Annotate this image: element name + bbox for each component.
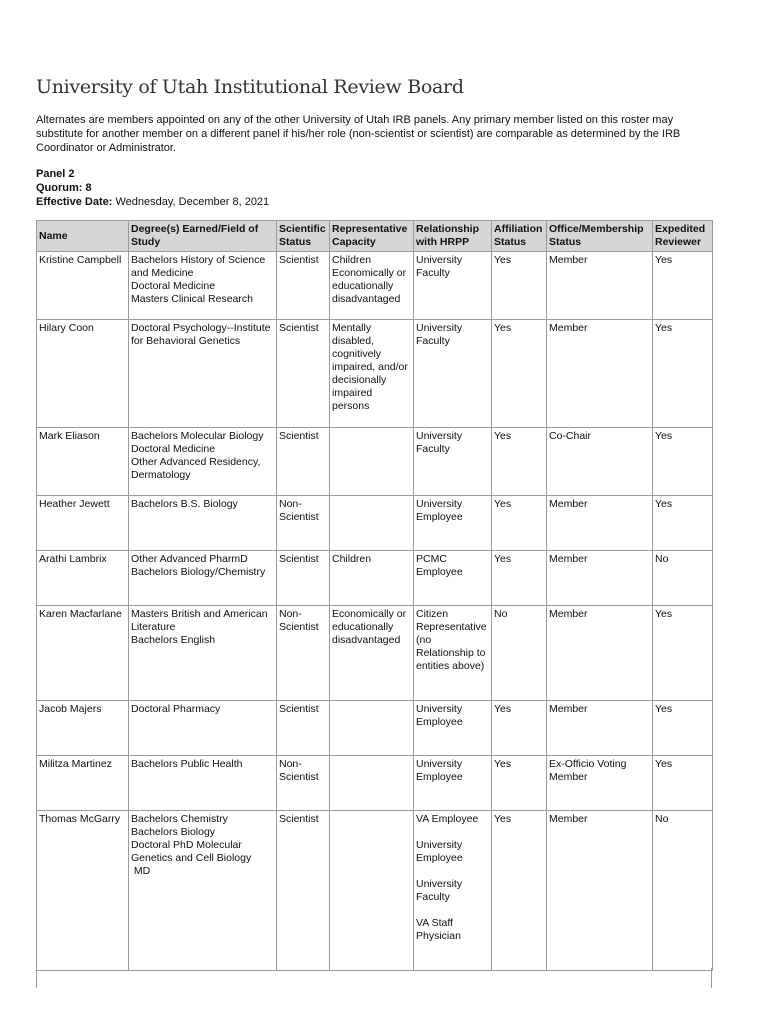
header-representative-capacity: Representative Capacity bbox=[330, 221, 414, 252]
office-membership-status: Ex-Officio Voting Member bbox=[547, 756, 653, 811]
table-frame-right bbox=[711, 968, 712, 988]
representative-capacity: Children bbox=[330, 551, 414, 606]
relationship-hrpp-line: PCMC Employee bbox=[416, 553, 463, 578]
scientific-status: Non-Scientist bbox=[277, 756, 330, 811]
table-row bbox=[37, 811, 713, 971]
table-row bbox=[37, 756, 713, 811]
member-name: Kristine Campbell bbox=[37, 252, 129, 320]
affiliation-status: Yes bbox=[492, 320, 547, 428]
office-membership-status: Co-Chair bbox=[547, 428, 653, 496]
member-name: Hilary Coon bbox=[37, 320, 129, 428]
affiliation-status: Yes bbox=[492, 551, 547, 606]
member-degrees bbox=[129, 551, 277, 606]
relationship-hrpp-line: University Employee bbox=[416, 839, 466, 864]
document-title: University of Utah Institutional Review Board bbox=[36, 76, 464, 98]
member-name: Mark Eliason bbox=[37, 428, 129, 496]
office-membership-status: Member bbox=[547, 320, 653, 428]
member-degrees-line: Masters British and American Literature bbox=[131, 608, 271, 633]
relationship-hrpp-line: VA Staff Physician bbox=[416, 917, 461, 942]
scientific-status: Scientist bbox=[277, 811, 330, 971]
relationship-hrpp bbox=[414, 496, 492, 551]
expedited-reviewer: Yes bbox=[653, 252, 713, 320]
quorum-label: Quorum: 8 bbox=[36, 182, 92, 194]
table-row bbox=[37, 496, 713, 551]
affiliation-status: Yes bbox=[492, 756, 547, 811]
relationship-hrpp bbox=[414, 606, 492, 701]
member-degrees-line: Bachelors English bbox=[131, 634, 216, 646]
member-degrees-line: Bachelors Public Health bbox=[131, 758, 243, 770]
header-degrees: Degree(s) Earned/Field of Study bbox=[129, 221, 277, 252]
affiliation-status: Yes bbox=[492, 428, 547, 496]
office-membership-status: Member bbox=[547, 496, 653, 551]
scientific-status: Scientist bbox=[277, 320, 330, 428]
relationship-hrpp-line: Citizen Representative (no Relationship to entities above) bbox=[416, 608, 490, 672]
office-membership-status: Member bbox=[547, 551, 653, 606]
relationship-hrpp bbox=[414, 428, 492, 496]
relationship-hrpp-line: VA Employee bbox=[416, 813, 479, 825]
table-row bbox=[37, 606, 713, 701]
table-row bbox=[37, 252, 713, 320]
member-name: Thomas McGarry bbox=[37, 811, 129, 971]
member-degrees-line: Doctoral Medicine bbox=[131, 280, 216, 292]
office-membership-status: Member bbox=[547, 606, 653, 701]
member-degrees bbox=[129, 428, 277, 496]
office-membership-status: Member bbox=[547, 811, 653, 971]
representative-capacity bbox=[330, 811, 414, 971]
expedited-reviewer: No bbox=[653, 551, 713, 606]
table-row bbox=[37, 320, 713, 428]
expedited-reviewer: Yes bbox=[653, 756, 713, 811]
table-row bbox=[37, 428, 713, 496]
header-affiliation-status: Affiliation Status bbox=[492, 221, 547, 252]
scientific-status: Non-Scientist bbox=[277, 606, 330, 701]
representative-capacity bbox=[330, 428, 414, 496]
affiliation-status: Yes bbox=[492, 701, 547, 756]
scientific-status: Scientist bbox=[277, 252, 330, 320]
relationship-hrpp-line bbox=[416, 826, 489, 839]
relationship-hrpp-line bbox=[416, 904, 489, 917]
member-degrees bbox=[129, 811, 277, 971]
relationship-hrpp-line: University Faculty bbox=[416, 254, 466, 279]
member-degrees-line: Bachelors History of Science and Medicine bbox=[131, 254, 269, 279]
member-name: Karen Macfarlane bbox=[37, 606, 129, 701]
member-degrees bbox=[129, 496, 277, 551]
representative-capacity bbox=[330, 701, 414, 756]
office-membership-status: Member bbox=[547, 701, 653, 756]
member-degrees-line: Doctoral Medicine bbox=[131, 443, 216, 455]
member-degrees-line: Doctoral Pharmacy bbox=[131, 703, 221, 715]
expedited-reviewer: Yes bbox=[653, 701, 713, 756]
expedited-reviewer: Yes bbox=[653, 606, 713, 701]
header-row bbox=[37, 221, 713, 252]
member-degrees bbox=[129, 320, 277, 428]
relationship-hrpp-line: University Employee bbox=[416, 703, 466, 728]
header-office-status: Office/Membership Status bbox=[547, 221, 653, 252]
member-degrees-line: Bachelors Biology bbox=[131, 826, 216, 838]
representative-capacity: Economically or educationally disadvantaged bbox=[330, 606, 414, 701]
relationship-hrpp bbox=[414, 811, 492, 971]
relationship-hrpp bbox=[414, 551, 492, 606]
scientific-status: Scientist bbox=[277, 551, 330, 606]
affiliation-status: Yes bbox=[492, 496, 547, 551]
roster-table bbox=[36, 220, 713, 971]
expedited-reviewer: Yes bbox=[653, 428, 713, 496]
representative-capacity: Mentally disabled, cognitively impaired, and/or decisionally impaired persons bbox=[330, 320, 414, 428]
affiliation-status: Yes bbox=[492, 811, 547, 971]
member-degrees bbox=[129, 252, 277, 320]
header-relationship: Relationship with HRPP bbox=[414, 221, 492, 252]
relationship-hrpp-line: University Employee bbox=[416, 498, 466, 523]
panel-meta bbox=[36, 167, 269, 209]
member-degrees-line: Masters Clinical Research bbox=[131, 293, 253, 305]
relationship-hrpp bbox=[414, 320, 492, 428]
expedited-reviewer: No bbox=[653, 811, 713, 971]
member-degrees-line: Doctoral PhD Molecular Genetics and Cell Biology bbox=[131, 839, 252, 864]
relationship-hrpp bbox=[414, 252, 492, 320]
table-row bbox=[37, 701, 713, 756]
member-degrees-line: Other Advanced PharmD bbox=[131, 553, 248, 565]
relationship-hrpp-line: University Faculty bbox=[416, 322, 466, 347]
panel-label: Panel 2 bbox=[36, 168, 75, 180]
member-degrees-line: Bachelors Chemistry bbox=[131, 813, 228, 825]
expedited-reviewer: Yes bbox=[653, 496, 713, 551]
scientific-status: Scientist bbox=[277, 701, 330, 756]
member-name: Heather Jewett bbox=[37, 496, 129, 551]
effective-date-label: Effective Date: bbox=[36, 196, 113, 208]
representative-capacity: Children Economically or educationally disadvantaged bbox=[330, 252, 414, 320]
member-degrees-line: Bachelors Molecular Biology bbox=[131, 430, 264, 442]
member-degrees-line: Other Advanced Residency, Dermatology bbox=[131, 456, 264, 481]
member-degrees bbox=[129, 701, 277, 756]
roster-body bbox=[37, 252, 713, 971]
member-name: Jacob Majers bbox=[37, 701, 129, 756]
affiliation-status: Yes bbox=[492, 252, 547, 320]
header-expedited-reviewer: Expedited Reviewer bbox=[653, 221, 713, 252]
member-degrees-line: Bachelors Biology/Chemistry bbox=[131, 566, 266, 578]
representative-capacity bbox=[330, 756, 414, 811]
relationship-hrpp bbox=[414, 701, 492, 756]
scientific-status: Scientist bbox=[277, 428, 330, 496]
affiliation-status: No bbox=[492, 606, 547, 701]
intro-paragraph: Alternates are members appointed on any of the other University of Utah IRB panels. Any primary member listed on this roster may substitute for another member on a different panel if his/her role (non-scientist or scientist) are comparable as determined by the IRB Coordinator or Administrator. bbox=[36, 114, 681, 154]
relationship-hrpp-line: University Faculty bbox=[416, 878, 466, 903]
relationship-hrpp bbox=[414, 756, 492, 811]
expedited-reviewer: Yes bbox=[653, 320, 713, 428]
representative-capacity bbox=[330, 496, 414, 551]
header-scientific-status: Scientific Status bbox=[277, 221, 330, 252]
member-name: Arathi Lambrix bbox=[37, 551, 129, 606]
relationship-hrpp-line: University Employee bbox=[416, 758, 466, 783]
member-degrees bbox=[129, 606, 277, 701]
table-row bbox=[37, 551, 713, 606]
member-degrees-line: Doctoral Psychology--Institute for Behavioral Genetics bbox=[131, 322, 274, 347]
member-name: Militza Martinez bbox=[37, 756, 129, 811]
effective-date-value: Wednesday, December 8, 2021 bbox=[115, 196, 270, 208]
member-degrees-line: MD bbox=[131, 865, 151, 877]
scientific-status: Non-Scientist bbox=[277, 496, 330, 551]
header-name: Name bbox=[37, 221, 129, 252]
table-frame-left bbox=[36, 968, 37, 988]
member-degrees-line: Bachelors B.S. Biology bbox=[131, 498, 238, 510]
office-membership-status: Member bbox=[547, 252, 653, 320]
relationship-hrpp-line: University Faculty bbox=[416, 430, 466, 455]
member-degrees bbox=[129, 756, 277, 811]
relationship-hrpp-line bbox=[416, 865, 489, 878]
